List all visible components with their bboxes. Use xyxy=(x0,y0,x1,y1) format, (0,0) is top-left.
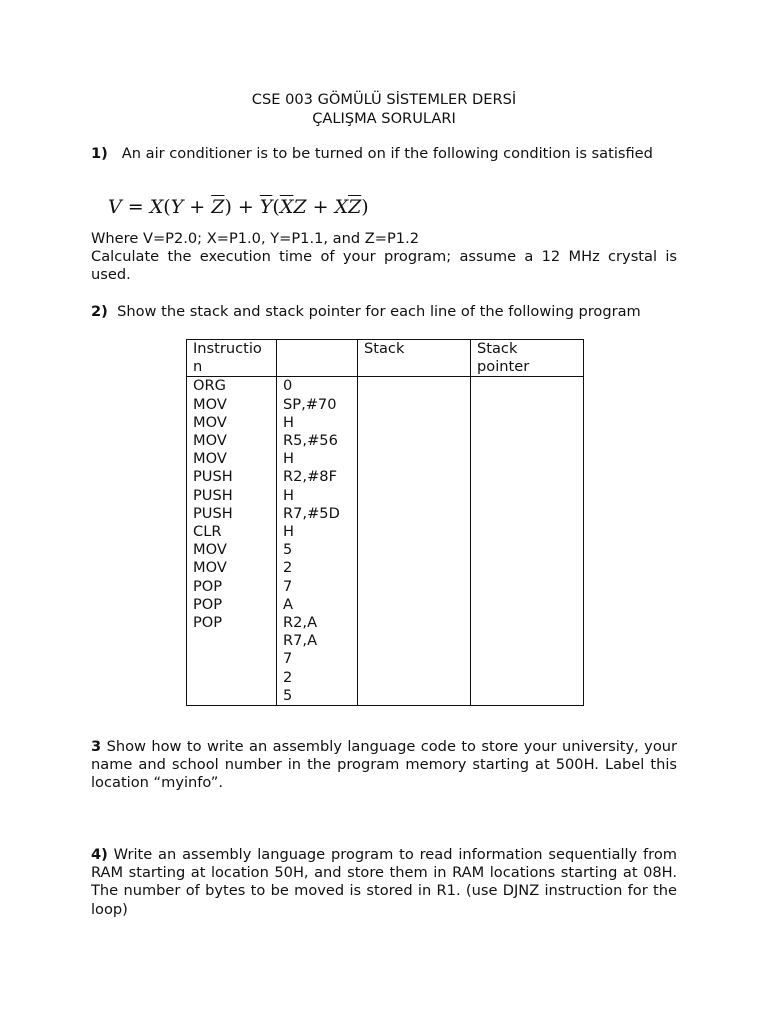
formula-plus: + xyxy=(183,196,212,218)
title-line-1: CSE 003 GÖMÜLÜ SİSTEMLER DERSİ xyxy=(251,91,517,108)
question-3 xyxy=(91,738,677,793)
formula-x-bar: $\overline{X}$ xyxy=(279,196,294,218)
formula-x: X xyxy=(149,196,164,218)
question-2-text: Show the stack and stack pointer for each line of the following program xyxy=(117,303,641,320)
formula-z: Z xyxy=(293,196,307,218)
document-title xyxy=(0,90,768,128)
header-instruction: Instructio n xyxy=(187,340,277,377)
question-3-text: Show how to write an assembly language code to store your university, your name and school number in the program memory starting at 500H. Label this location “myinfo”. xyxy=(91,738,677,792)
question-1-where xyxy=(91,230,677,285)
operand-cell: 0 SP,#70 H R5,#56 H R2,#8F H R7,#5D H 5 2 7 A R2,A R7,A 7 2 5 xyxy=(277,377,358,706)
title-line-2: ÇALIŞMA SORULARI xyxy=(312,110,456,127)
question-2 xyxy=(91,303,677,321)
where-line: Where V=P2.0; X=P1.0, Y=P1.1, and Z=P1.2 xyxy=(91,230,420,247)
table-header-row xyxy=(187,340,584,377)
formula-paren-close-plus: ) + xyxy=(224,196,260,218)
question-4 xyxy=(91,846,677,919)
formula-z-bar: $\overline{Z}$ xyxy=(211,196,225,218)
stack-cell xyxy=(358,377,471,706)
question-1 xyxy=(91,145,677,163)
question-2-number: 2) xyxy=(91,303,108,320)
formula-z-bar-2: $\overline{Z}$ xyxy=(348,196,362,218)
header-operand xyxy=(277,340,358,377)
formula-plus-2: + xyxy=(306,196,335,218)
formula-v: V xyxy=(108,196,122,218)
formula-paren-close: ) xyxy=(361,196,369,218)
formula-y-bar: $\overline{Y}$ xyxy=(259,196,273,218)
formula-paren-open: ( xyxy=(163,196,171,218)
table-row xyxy=(187,377,584,706)
boolean-formula xyxy=(108,194,369,220)
header-stack-pointer: Stack pointer xyxy=(471,340,584,377)
formula-y: Y xyxy=(170,196,184,218)
formula-paren-open-2: ( xyxy=(272,196,280,218)
calc-line: Calculate the execution time of your program; assume a 12 MHz crystal is used. xyxy=(91,248,677,284)
stack-pointer-cell xyxy=(471,377,584,706)
question-4-text: Write an assembly language program to read information sequentially from RAM starting at location 50H, and store them in RAM locations starting at 08H. The number of bytes to be moved is stored in R1. (use DJNZ instruction for the loop) xyxy=(91,846,677,918)
question-3-number: 3 xyxy=(91,738,102,755)
question-1-text: An air conditioner is to be turned on if the following condition is satisfied xyxy=(121,145,653,162)
formula-equals: = xyxy=(121,196,150,218)
instruction-cell: ORG MOV MOV MOV MOV PUSH PUSH PUSH CLR MOV MOV POP POP POP xyxy=(187,377,277,706)
question-4-number: 4) xyxy=(91,846,108,863)
formula-x-2: X xyxy=(334,196,349,218)
question-1-number: 1) xyxy=(91,145,108,162)
stack-table xyxy=(186,339,584,706)
header-stack: Stack xyxy=(358,340,471,377)
